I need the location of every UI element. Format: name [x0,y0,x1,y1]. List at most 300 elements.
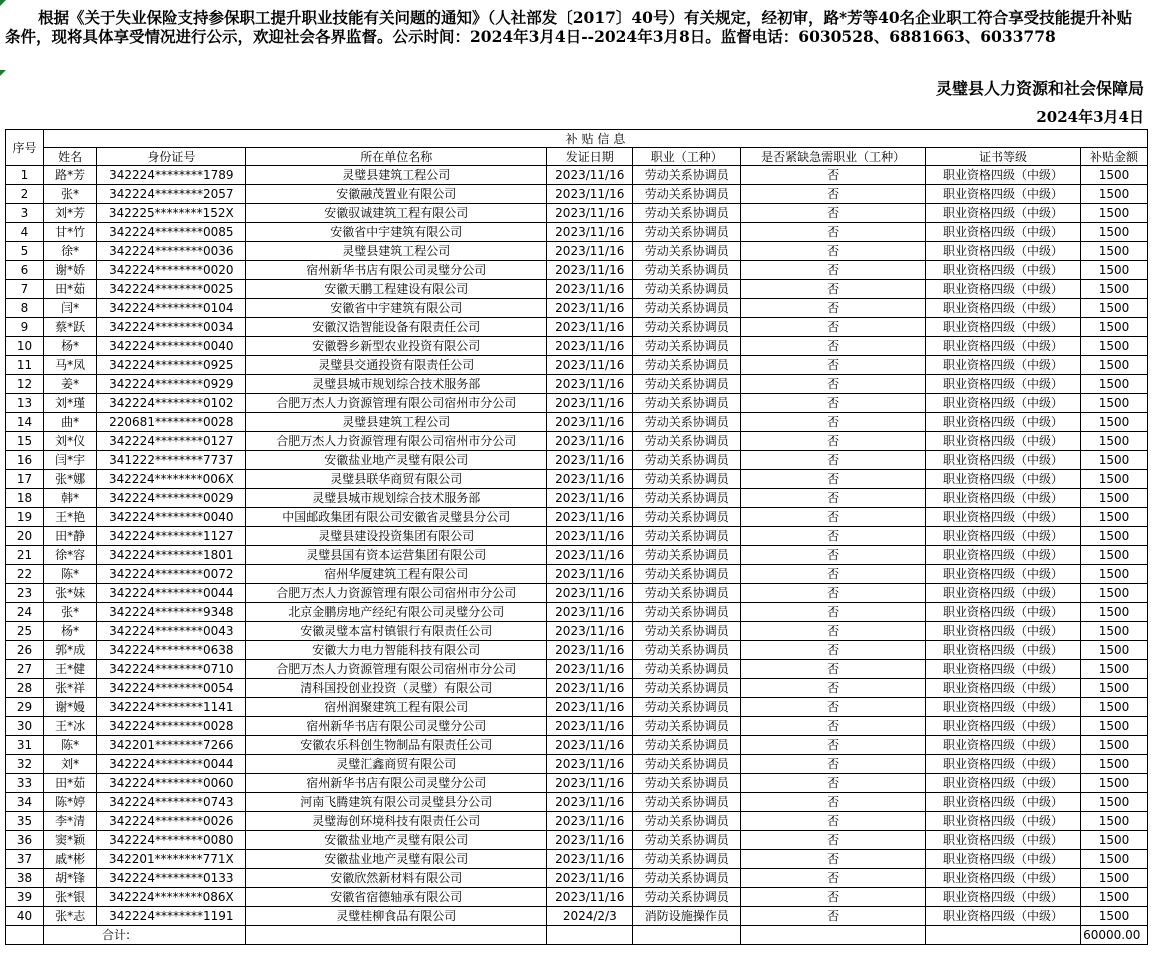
seq-cell: 26 [6,641,44,660]
shortage-cell: 否 [741,185,926,204]
id-cell: 342224********0925 [97,356,246,375]
column-header: 职业（工种） [633,148,741,166]
employer-cell: 灵璧县建筑工程公司 [246,166,547,185]
shortage-cell: 否 [741,242,926,261]
id-cell: 342224********0710 [97,660,246,679]
cert-level-cell: 职业资格四级（中级） [926,394,1081,413]
issue-date-cell: 2023/11/16 [547,432,633,451]
id-cell: 342224********0085 [97,223,246,242]
shortage-cell: 否 [741,394,926,413]
id-cell: 342224********9348 [97,603,246,622]
name-cell: 张*祥 [43,679,96,698]
occupation-cell: 消防设施操作员 [633,907,741,926]
occupation-cell: 劳动关系协调员 [633,622,741,641]
issue-date-cell: 2023/11/16 [547,641,633,660]
employer-cell: 北京金鹏房地产经纪有限公司灵璧分公司 [246,603,547,622]
cert-level-cell: 职业资格四级（中级） [926,850,1081,869]
table-row [6,831,1148,850]
amount-cell: 1500 [1081,261,1148,280]
table-row [6,451,1148,470]
cert-level-cell: 职业资格四级（中级） [926,603,1081,622]
shortage-cell: 否 [741,869,926,888]
id-cell: 342201********7266 [97,736,246,755]
name-cell: 杨* [43,337,96,356]
employer-cell: 灵璧县交通投资有限责任公司 [246,356,547,375]
seq-cell: 28 [6,679,44,698]
id-cell: 341222********7737 [97,451,246,470]
seq-cell: 6 [6,261,44,280]
issue-date-cell: 2023/11/16 [547,204,633,223]
column-headers [6,148,1148,166]
occupation-cell: 劳动关系协调员 [633,565,741,584]
column-header: 所在单位名称 [246,148,547,166]
name-cell: 田*茹 [43,774,96,793]
table-row [6,375,1148,394]
seq-cell: 39 [6,888,44,907]
occupation-cell: 劳动关系协调员 [633,489,741,508]
amount-cell: 1500 [1081,850,1148,869]
cert-level-cell: 职业资格四级（中级） [926,280,1081,299]
shortage-cell: 否 [741,698,926,717]
cert-level-cell: 职业资格四级（中级） [926,641,1081,660]
cert-level-cell: 职业资格四级（中级） [926,318,1081,337]
cert-level-cell: 职业资格四级（中级） [926,451,1081,470]
employer-cell: 宿州新华书店有限公司灵璧分公司 [246,774,547,793]
cert-level-cell: 职业资格四级（中级） [926,812,1081,831]
amount-cell: 1500 [1081,508,1148,527]
seq-cell: 31 [6,736,44,755]
name-cell: 王*健 [43,660,96,679]
shortage-cell: 否 [741,603,926,622]
name-cell: 张*志 [43,907,96,926]
total-label: 合计: [43,926,245,945]
id-cell: 342224********1127 [97,527,246,546]
seq-cell: 1 [6,166,44,185]
amount-cell: 1500 [1081,717,1148,736]
name-cell: 姜* [43,375,96,394]
table-row [6,793,1148,812]
name-cell: 窦*颖 [43,831,96,850]
id-cell: 342224********0044 [97,755,246,774]
shortage-cell: 否 [741,470,926,489]
cert-level-cell: 职业资格四级（中级） [926,793,1081,812]
seq-cell: 21 [6,546,44,565]
name-cell: 闫* [43,299,96,318]
amount-cell: 1500 [1081,793,1148,812]
seq-cell: 8 [6,299,44,318]
shortage-cell: 否 [741,508,926,527]
table-row [6,489,1148,508]
name-cell: 张*妹 [43,584,96,603]
name-cell: 徐*容 [43,546,96,565]
name-cell: 马*凤 [43,356,96,375]
occupation-cell: 劳动关系协调员 [633,546,741,565]
seq-cell: 16 [6,451,44,470]
shortage-cell: 否 [741,622,926,641]
shortage-cell: 否 [741,166,926,185]
employer-cell: 灵璧县城市规划综合技术服务部 [246,375,547,394]
amount-cell: 1500 [1081,679,1148,698]
issue-date-cell: 2023/11/16 [547,584,633,603]
occupation-cell: 劳动关系协调员 [633,869,741,888]
table-row [6,698,1148,717]
cert-level-cell: 职业资格四级（中级） [926,698,1081,717]
shortage-cell: 否 [741,850,926,869]
occupation-cell: 劳动关系协调员 [633,793,741,812]
amount-cell: 1500 [1081,546,1148,565]
id-cell: 342224********0036 [97,242,246,261]
amount-cell: 1500 [1081,432,1148,451]
occupation-cell: 劳动关系协调员 [633,261,741,280]
seq-cell: 25 [6,622,44,641]
employer-cell: 宿州新华书店有限公司灵璧分公司 [246,261,547,280]
id-cell: 342224********2057 [97,185,246,204]
employer-cell: 灵璧县联华商贸有限公司 [246,470,547,489]
issue-date-cell: 2024/2/3 [547,907,633,926]
issue-date-cell: 2023/11/16 [547,299,633,318]
issue-date-cell: 2023/11/16 [547,451,633,470]
amount-cell: 1500 [1081,888,1148,907]
total-value: 60000.00 [1081,926,1148,945]
shortage-cell: 否 [741,204,926,223]
amount-cell: 1500 [1081,603,1148,622]
amount-cell: 1500 [1081,584,1148,603]
table-row [6,584,1148,603]
table-row [6,755,1148,774]
table-row [6,318,1148,337]
issue-date-cell: 2023/11/16 [547,508,633,527]
issuer-name: 灵璧县人力资源和社会保障局 [935,79,1144,98]
employer-cell: 灵璧县建筑工程公司 [246,242,547,261]
occupation-cell: 劳动关系协调员 [633,432,741,451]
table-row [6,774,1148,793]
occupation-cell: 劳动关系协调员 [633,698,741,717]
name-cell: 甘*竹 [43,223,96,242]
shortage-cell: 否 [741,375,926,394]
issue-date-cell: 2023/11/16 [547,736,633,755]
id-cell: 342201********771X [97,850,246,869]
employer-cell: 合肥万杰人力资源管理有限公司宿州市分公司 [246,432,547,451]
issue-date-cell: 2023/11/16 [547,242,633,261]
occupation-cell: 劳动关系协调员 [633,451,741,470]
employer-cell: 中国邮政集团有限公司安徽省灵璧县分公司 [246,508,547,527]
seq-cell: 19 [6,508,44,527]
id-cell: 342224********0060 [97,774,246,793]
id-cell: 342224********0054 [97,679,246,698]
amount-cell: 1500 [1081,736,1148,755]
amount-cell: 1500 [1081,660,1148,679]
amount-cell: 1500 [1081,337,1148,356]
amount-cell: 1500 [1081,812,1148,831]
id-cell: 342224********0133 [97,869,246,888]
seq-cell: 15 [6,432,44,451]
cell-marker [0,70,6,76]
amount-cell: 1500 [1081,166,1148,185]
amount-cell: 1500 [1081,242,1148,261]
name-cell: 徐* [43,242,96,261]
seq-cell: 14 [6,413,44,432]
column-header: 证书等级 [926,148,1081,166]
table-row [6,394,1148,413]
cert-level-cell: 职业资格四级（中级） [926,470,1081,489]
id-cell: 342224********0929 [97,375,246,394]
employer-cell: 安徽省中宇建筑有限公司 [246,299,547,318]
amount-cell: 1500 [1081,565,1148,584]
shortage-cell: 否 [741,489,926,508]
issue-date-cell: 2023/11/16 [547,850,633,869]
cert-level-cell: 职业资格四级（中级） [926,755,1081,774]
seq-cell: 9 [6,318,44,337]
issue-date-cell: 2023/11/16 [547,831,633,850]
column-header: 补贴金额 [1081,148,1148,166]
name-cell: 田*静 [43,527,96,546]
occupation-cell: 劳动关系协调员 [633,394,741,413]
amount-cell: 1500 [1081,451,1148,470]
amount-cell: 1500 [1081,907,1148,926]
table-row [6,166,1148,185]
id-cell: 342224********0043 [97,622,246,641]
seq-header: 序号 [6,130,44,166]
table-row [6,185,1148,204]
name-cell: 谢*嫚 [43,698,96,717]
issue-date-cell: 2023/11/16 [547,527,633,546]
table-row [6,907,1148,926]
id-cell: 342224********0102 [97,394,246,413]
seq-cell: 3 [6,204,44,223]
cert-level-cell: 职业资格四级（中级） [926,508,1081,527]
id-cell: 342224********0127 [97,432,246,451]
amount-cell: 1500 [1081,755,1148,774]
notice-text: 根据《关于失业保险支持参保职工提升职业技能有关问题的通知》（人社部发〔2017〕40号）有关规定，经初审，路*芳等40名企业职工符合享受技能提升补贴条件，现将具体享受情况进行公示，欢迎社会各界监督。公示时间：2024年3月4日--2024年3月8日。监督电话：6030528、6881663、6033778 [5,8,1133,46]
table-row [6,470,1148,489]
name-cell: 郭*成 [43,641,96,660]
amount-cell: 1500 [1081,774,1148,793]
occupation-cell: 劳动关系协调员 [633,812,741,831]
cert-level-cell: 职业资格四级（中级） [926,299,1081,318]
name-cell: 陈*婷 [43,793,96,812]
employer-cell: 灵璧县城市规划综合技术服务部 [246,489,547,508]
name-cell: 谢*娇 [43,261,96,280]
issue-date-cell: 2023/11/16 [547,660,633,679]
id-cell: 342224********006X [97,470,246,489]
seq-cell: 38 [6,869,44,888]
amount-cell: 1500 [1081,489,1148,508]
occupation-cell: 劳动关系协调员 [633,755,741,774]
shortage-cell: 否 [741,527,926,546]
table-body [6,166,1148,926]
cert-level-cell: 职业资格四级（中级） [926,242,1081,261]
id-cell: 342224********1191 [97,907,246,926]
employer-cell: 安徽驭诚建筑工程有限公司 [246,204,547,223]
name-cell: 韩* [43,489,96,508]
issue-date-cell: 2023/11/16 [547,489,633,508]
seq-cell: 34 [6,793,44,812]
occupation-cell: 劳动关系协调员 [633,774,741,793]
id-cell: 342224********0029 [97,489,246,508]
shortage-cell: 否 [741,318,926,337]
issue-date-cell: 2023/11/16 [547,869,633,888]
id-cell: 342224********1789 [97,166,246,185]
id-cell: 342224********0034 [97,318,246,337]
issue-date-cell: 2023/11/16 [547,185,633,204]
table-row [6,679,1148,698]
shortage-cell: 否 [741,793,926,812]
seq-cell: 12 [6,375,44,394]
occupation-cell: 劳动关系协调员 [633,831,741,850]
table-row [6,812,1148,831]
table-row [6,299,1148,318]
cert-level-cell: 职业资格四级（中级） [926,584,1081,603]
employer-cell: 河南飞腾建筑有限公司灵璧县分公司 [246,793,547,812]
id-cell: 342224********0743 [97,793,246,812]
table-row [6,717,1148,736]
total-row [6,926,1148,945]
name-cell: 张* [43,603,96,622]
issue-date-cell: 2023/11/16 [547,679,633,698]
seq-cell: 10 [6,337,44,356]
employer-cell: 安徽欣然新材料有限公司 [246,869,547,888]
table-row [6,888,1148,907]
occupation-cell: 劳动关系协调员 [633,337,741,356]
table-row [6,660,1148,679]
occupation-cell: 劳动关系协调员 [633,280,741,299]
cert-level-cell: 职业资格四级（中级） [926,527,1081,546]
table-row [6,280,1148,299]
employer-cell: 合肥万杰人力资源管理有限公司宿州市分公司 [246,660,547,679]
amount-cell: 1500 [1081,356,1148,375]
cert-level-cell: 职业资格四级（中级） [926,717,1081,736]
name-cell: 田*茹 [43,280,96,299]
shortage-cell: 否 [741,888,926,907]
seq-cell: 32 [6,755,44,774]
employer-cell: 灵璧桂柳食品有限公司 [246,907,547,926]
employer-cell: 灵璧县建筑工程公司 [246,413,547,432]
occupation-cell: 劳动关系协调员 [633,375,741,394]
shortage-cell: 否 [741,432,926,451]
issue-date-cell: 2023/11/16 [547,223,633,242]
shortage-cell: 否 [741,641,926,660]
issue-date-cell: 2023/11/16 [547,546,633,565]
cert-level-cell: 职业资格四级（中级） [926,204,1081,223]
seq-cell: 7 [6,280,44,299]
occupation-cell: 劳动关系协调员 [633,223,741,242]
name-cell: 戚*彬 [43,850,96,869]
issue-date-cell: 2023/11/16 [547,603,633,622]
occupation-cell: 劳动关系协调员 [633,717,741,736]
employer-cell: 安徽大力电力智能科技有限公司 [246,641,547,660]
seq-cell: 17 [6,470,44,489]
seq-cell: 22 [6,565,44,584]
cert-level-cell: 职业资格四级（中级） [926,888,1081,907]
name-cell: 张*银 [43,888,96,907]
cert-level-cell: 职业资格四级（中级） [926,660,1081,679]
amount-cell: 1500 [1081,622,1148,641]
employer-cell: 灵璧县国有资本运营集团有限公司 [246,546,547,565]
shortage-cell: 否 [741,774,926,793]
amount-cell: 1500 [1081,527,1148,546]
cert-level-cell: 职业资格四级（中级） [926,565,1081,584]
name-cell: 路*芳 [43,166,96,185]
issue-date-cell: 2023/11/16 [547,470,633,489]
name-cell: 王*冰 [43,717,96,736]
amount-cell: 1500 [1081,280,1148,299]
amount-cell: 1500 [1081,299,1148,318]
amount-cell: 1500 [1081,375,1148,394]
shortage-cell: 否 [741,223,926,242]
shortage-cell: 否 [741,337,926,356]
occupation-cell: 劳动关系协调员 [633,356,741,375]
shortage-cell: 否 [741,812,926,831]
issue-date-cell: 2023/11/16 [547,622,633,641]
cert-level-cell: 职业资格四级（中级） [926,261,1081,280]
employer-cell: 安徽磬乡新型农业投资有限公司 [246,337,547,356]
id-cell: 342224********0638 [97,641,246,660]
id-cell: 342224********0040 [97,508,246,527]
shortage-cell: 否 [741,584,926,603]
id-cell: 342224********0040 [97,337,246,356]
issue-date-cell: 2023/11/16 [547,413,633,432]
name-cell: 蔡*跃 [43,318,96,337]
cert-level-cell: 职业资格四级（中级） [926,831,1081,850]
cert-level-cell: 职业资格四级（中级） [926,337,1081,356]
table-row [6,622,1148,641]
name-cell: 胡*锋 [43,869,96,888]
table-row [6,603,1148,622]
seq-cell: 33 [6,774,44,793]
occupation-cell: 劳动关系协调员 [633,584,741,603]
employer-cell: 安徽灵璧本富村镇银行有限责任公司 [246,622,547,641]
name-cell: 刘* [43,755,96,774]
employer-cell: 合肥万杰人力资源管理有限公司宿州市分公司 [246,394,547,413]
issue-date-cell: 2023/11/16 [547,261,633,280]
cert-level-cell: 职业资格四级（中级） [926,166,1081,185]
amount-cell: 1500 [1081,413,1148,432]
amount-cell: 1500 [1081,641,1148,660]
notice-date: 2024年3月4日 [1036,108,1144,126]
id-cell: 342224********0072 [97,565,246,584]
cert-level-cell: 职业资格四级（中级） [926,185,1081,204]
cert-level-cell: 职业资格四级（中级） [926,679,1081,698]
cert-level-cell: 职业资格四级（中级） [926,774,1081,793]
cert-level-cell: 职业资格四级（中级） [926,736,1081,755]
employer-cell: 安徽省中宇建筑有限公司 [246,223,547,242]
subsidy-table [5,129,1148,945]
seq-cell: 30 [6,717,44,736]
seq-cell: 11 [6,356,44,375]
cert-level-cell: 职业资格四级（中级） [926,432,1081,451]
table-row [6,223,1148,242]
seq-cell: 23 [6,584,44,603]
occupation-cell: 劳动关系协调员 [633,679,741,698]
table-row [6,736,1148,755]
issue-date-cell: 2023/11/16 [547,318,633,337]
seq-cell: 27 [6,660,44,679]
issue-date-cell: 2023/11/16 [547,356,633,375]
cert-level-cell: 职业资格四级（中级） [926,489,1081,508]
amount-cell: 1500 [1081,223,1148,242]
seq-cell: 36 [6,831,44,850]
employer-cell: 安徽天鹏工程建设有限公司 [246,280,547,299]
id-cell: 342224********086X [97,888,246,907]
occupation-cell: 劳动关系协调员 [633,318,741,337]
employer-cell: 合肥万杰人力资源管理有限公司宿州市分公司 [246,584,547,603]
name-cell: 闫*宇 [43,451,96,470]
table-row [6,546,1148,565]
id-cell: 342224********1141 [97,698,246,717]
id-cell: 342225********152X [97,204,246,223]
name-cell: 刘*仪 [43,432,96,451]
group-header: 补 贴 信 息 [43,130,1147,148]
